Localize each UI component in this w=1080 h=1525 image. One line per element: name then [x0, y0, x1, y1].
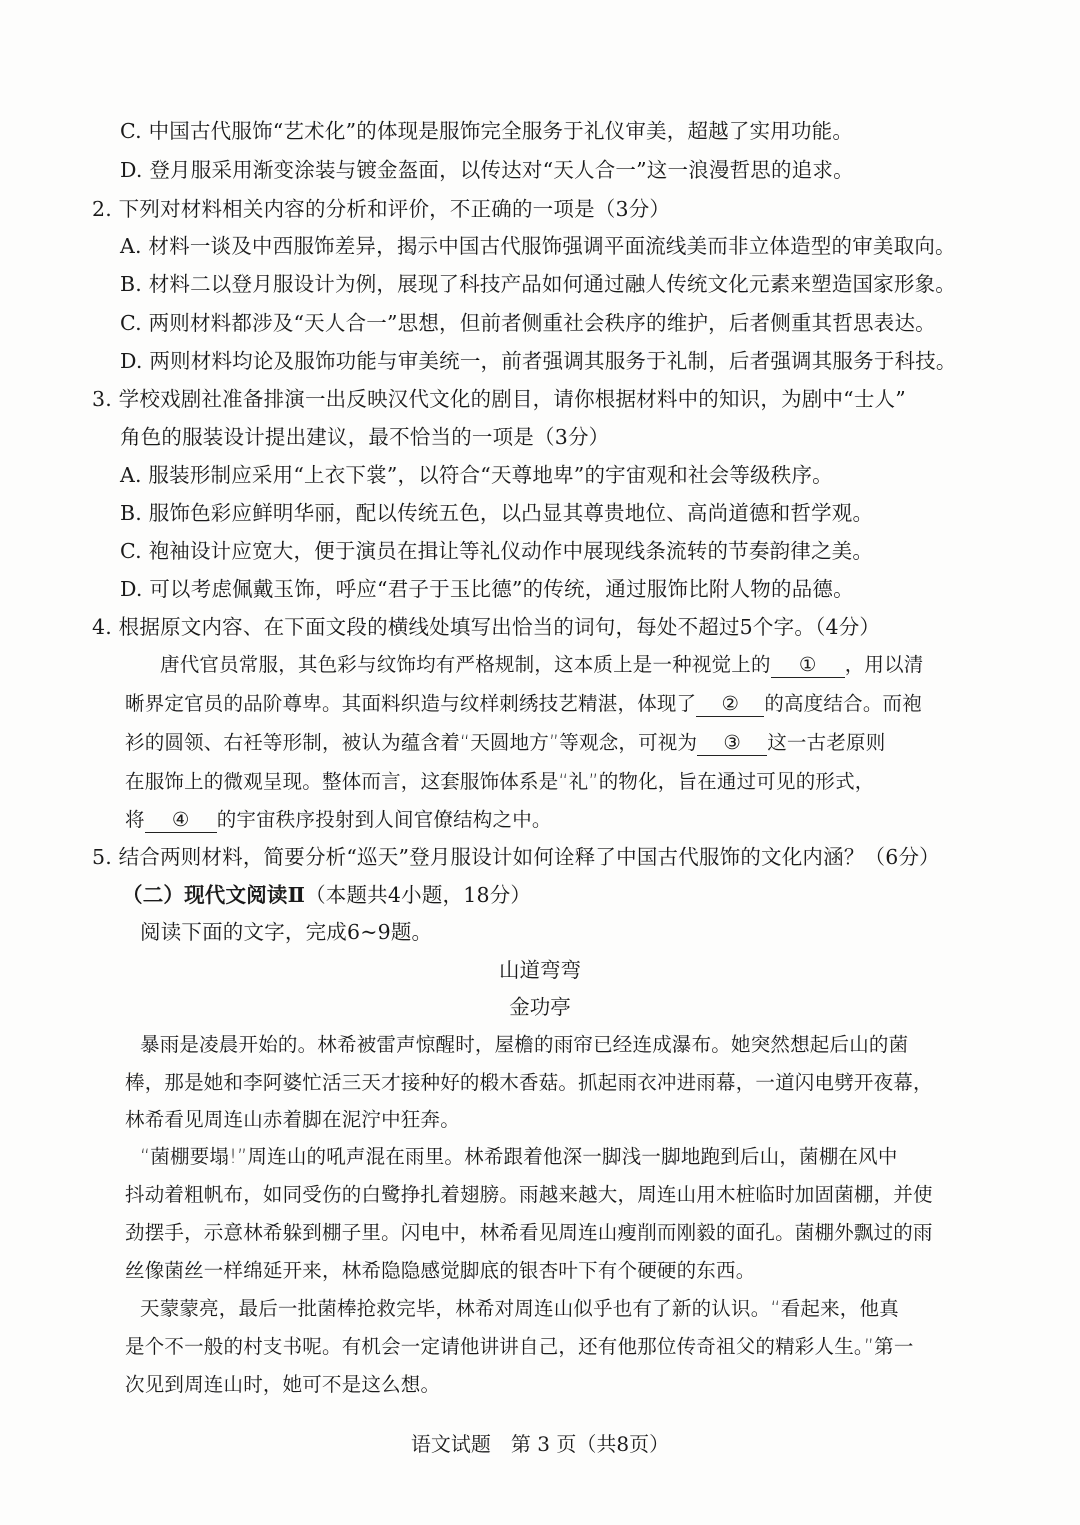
q1-option-c: C. 中国古代服饰“艺术化”的体现是服饰完全服务于礼仪审美，超越了实用功能。 [120, 119, 854, 143]
q4-text: 的高度结合。而袍 [764, 692, 922, 715]
q2-stem: 2. 下列对材料相关内容的分析和评价，不正确的一项是（3分） [92, 197, 671, 221]
section-meta: （本题共4小题，18分） [305, 883, 532, 907]
q4-text: 的宇宙秩序投射到人间官僚结构之中。 [216, 808, 552, 831]
q4-text: 衫的圆领、右衽等形制，被认为蕴含着“天圆地方”等观念，可视为 [125, 731, 698, 754]
q4-text: 唐代官员常服，其色彩与纹饰均有严格规制，这本质上是一种视觉上的 [160, 653, 771, 676]
q3-option-c: C. 袍袖设计应宽大，便于演员在揖让等礼仪动作中展现线条流转的节奏韵律之美。 [120, 539, 874, 563]
q2-option-a: A. 材料一谈及中西服饰差异，揭示中国古代服饰强调平面流线美而非立体造型的审美取向。 [120, 234, 956, 258]
q4-text: 晰界定官员的品阶尊卑。其面料织造与纹样刺绣技艺精湛，体现了 [125, 692, 697, 715]
q3-option-a: A. 服装形制应采用“上衣下裳”，以符合“天尊地卑”的宇宙观和社会等级秩序。 [120, 463, 833, 487]
q2-option-d: D. 两则材料均论及服饰功能与审美统一，前者强调其服务于礼制，后者强调其服务于科技。 [120, 349, 957, 373]
q2-option-b: B. 材料二以登月服设计为例，展现了科技产品如何通过融人传统文化元素来塑造国家形象。 [120, 272, 956, 296]
story-p2-line4: 丝像菌丝一样绵延开来，林希隐隐感觉脚底的银杏叶下有个硬硬的东西。 [125, 1259, 756, 1282]
section-heading [122, 881, 531, 909]
q1-option-d: D. 登月服采用渐变涂装与镀金盔面，以传达对“天人合一”这一浪漫哲思的追求。 [120, 158, 854, 182]
story-author: 金功亭 [509, 995, 571, 1019]
q4-text: 这一古老原则 [767, 731, 886, 754]
q4-passage-line3 [125, 729, 885, 757]
q4-passage-line4: 在服饰上的微观呈现。整体而言，这套服饰体系是“礼”的物化，旨在通过可见的形式， [125, 770, 875, 793]
story-p2-line2: 抖动着粗帆布，如同受伤的白鹭挣扎着翅膀。雨越来越大，周连山用木桩临时加固菌棚，并使 [125, 1183, 933, 1206]
q5-stem: 5. 结合两则材料，简要分析“巡天”登月服设计如何诠释了中国古代服饰的文化内涵？（6分） [92, 845, 940, 869]
story-title: 山道弯弯 [499, 958, 581, 982]
section-instruction: 阅读下面的文字，完成6~9题。 [140, 920, 433, 944]
fill-blank-3[interactable]: ③ [697, 731, 767, 756]
fill-blank-1[interactable]: ① [771, 653, 845, 678]
q3-stem-line1: 3. 学校戏剧社准备排演一出反映汉代文化的剧目，请你根据材料中的知识，为剧中“士人” [92, 387, 906, 411]
q4-passage-line5 [125, 806, 552, 834]
q4-text: ，用以清 [844, 653, 924, 676]
q3-option-d: D. 可以考虑佩戴玉饰，呼应“君子于玉比德”的传统，通过服饰比附人物的品德。 [120, 577, 854, 601]
q4-stem: 4. 根据原文内容、在下面文段的横线处填写出恰当的词句，每处不超过5个字。（4分） [92, 615, 881, 639]
q2-option-c: C. 两则材料都涉及“天人合一”思想，但前者侧重社会秩序的维护，后者侧重其哲思表达。 [120, 311, 936, 335]
story-p3-line3: 次见到周连山时，她可不是这么想。 [125, 1373, 441, 1396]
story-p2-line3: 劲摆手，示意林希躲到棚子里。闪电中，林希看见周连山瘦削而刚毅的面孔。菌棚外飘过的雨 [125, 1221, 933, 1244]
fill-blank-4[interactable]: ④ [145, 808, 217, 833]
story-p1-line1: 暴雨是凌晨开始的。林希被雷声惊醒时，屋檐的雨帘已经连成瀑布。她突然想起后山的菌 [140, 1033, 909, 1056]
story-p2-line1: “菌棚要塌!”周连山的吼声混在雨里。林希跟着他深一脚浅一脚地跑到后山，菌棚在风中 [140, 1145, 898, 1168]
q4-passage-line2 [125, 690, 922, 718]
page-footer: 语文试题 第 3 页（共8页） [410, 1432, 670, 1456]
story-p1-line3: 林希看见周连山赤着脚在泥泞中狂奔。 [125, 1108, 460, 1131]
fill-blank-2[interactable]: ② [696, 692, 764, 717]
story-p3-line2: 是个不一般的村支书呢。有机会一定请他讲讲自己，还有他那位传奇祖父的精彩人生。”第一 [125, 1335, 914, 1358]
q3-stem-line2: 角色的服装设计提出建议，最不恰当的一项是（3分） [120, 425, 610, 449]
story-p3-line1: 天蒙蒙亮，最后一批菌棒抢救完毕，林希对周连山似乎也有了新的认识。“看起来，他真 [140, 1297, 899, 1320]
section-title: （二）现代文阅读Ⅱ [122, 883, 306, 907]
story-p1-line2: 棒，那是她和李阿婆忙活三天才接种好的椴木香菇。抓起雨衣冲进雨幕，一道闪电劈开夜幕， [125, 1071, 933, 1094]
q3-option-b: B. 服饰色彩应鲜明华丽，配以传统五色，以凸显其尊贵地位、高尚道德和哲学观。 [120, 501, 874, 525]
q4-passage-line1 [160, 651, 924, 679]
q4-text: 将 [125, 808, 145, 831]
